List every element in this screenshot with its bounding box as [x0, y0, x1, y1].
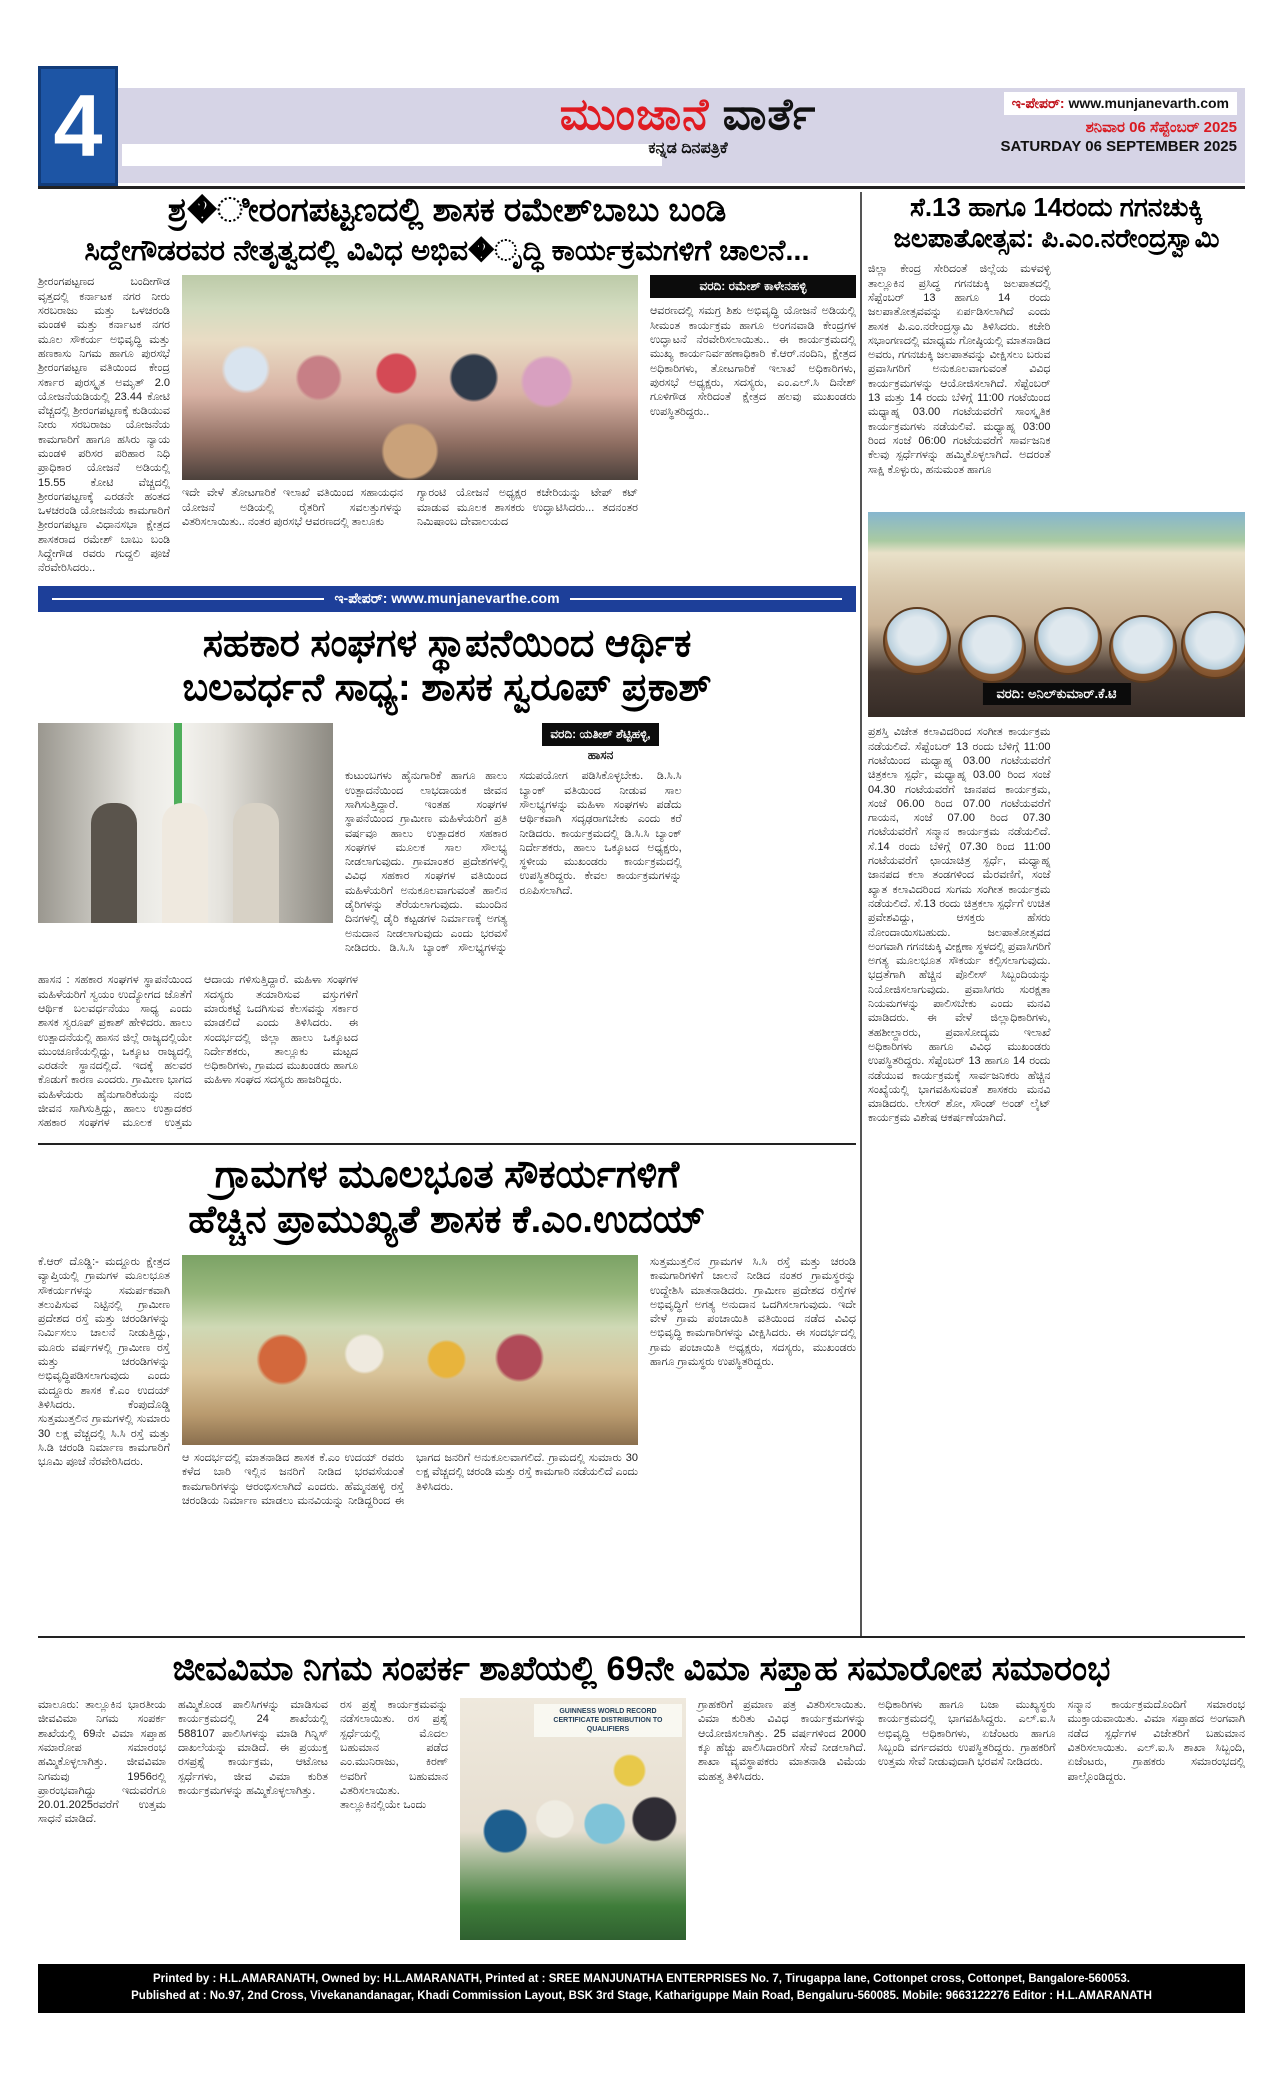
- lic-column-1: ಮಾಲೂರು: ತಾಲ್ಲೂಕಿನ ಭಾರತೀಯ ಜೀವವಿಮಾ ನಿಗಮ ಸಂಪರ್ಕ ಶಾಖೆಯಲ್ಲಿ 69ನೇ ವಿಮಾ ಸಪ್ತಾಹ ಸಮಾರೋಪ ಸಮಾರಂಭ ಹಮ್ಮಿಕೊಳ್ಳಲಾಗಿತ್ತು. ಜೀವವಿಮಾ ನಿಗಮವು 1956ರಲ್ಲಿ ಪ್ರಾರಂಭವಾಗಿದ್ದು ಇದುವರೆಗೂ 20.01.2025ರವರೆಗೆ ಉತ್ತಮ ಸಾಧನೆ ಮಾಡಿದೆ.: [38, 1699, 166, 1826]
- reporter-byline-1: ವರದಿ: ರಮೇಶ್ ಕಾಳೇನಹಳ್ಳಿ: [650, 275, 856, 298]
- guinness-banner: [534, 1704, 682, 1737]
- masthead-title: [478, 92, 898, 138]
- photo-figure: [162, 803, 208, 923]
- photo-figure: [91, 803, 137, 923]
- souvenir-disc: [1109, 615, 1177, 683]
- left-section: [38, 192, 856, 1508]
- news-photo-road-works: [182, 1255, 638, 1445]
- masthead-band: [118, 88, 1245, 183]
- article-2: [38, 622, 856, 1134]
- article-3-column-1: ಕೆ.ಆರ್ ದೊಡ್ಡಿ:- ಮದ್ದೂರು ಕ್ಷೇತ್ರದ ವ್ಯಾಪ್ತಿಯಲ್ಲಿ ಗ್ರಾಮಗಳ ಮೂಲಭೂತ ಸೌಕರ್ಯಗಳನ್ನು ಸಮರ್ಪಕವಾಗಿ ತಲುಪಿಸುವ ನಿಟ್ಟಿನಲ್ಲಿ ಗ್ರಾಮೀಣ ಪ್ರದೇಶದ ರಸ್ತೆ ಮತ್ತು ಚರಂಡಿಗಳನ್ನು ನಿರ್ಮಿಸಲು ಚಾಲನೆ ನೀಡುತ್ತಿದ್ದು, ಮೂರು ವರ್ಷಗಳಲ್ಲಿ ಗ್ರಾಮೀಣ ರಸ್ತೆ ಮತ್ತು ಚರಂಡಿಗಳನ್ನು ಅಭಿವೃದ್ಧಿಪಡಿಸಲಾಗುವುದು ಎಂದು ಮದ್ದೂರು ಶಾಸಕ ಕೆ.ಎಂ ಉದಯ್ ತಿಳಿಸಿದರು. ಕೆಂಪುದೊಡ್ಡಿ ಸುತ್ತಮುತ್ತಲಿನ ಗ್ರಾಮಗಳಲ್ಲಿ ಸುಮಾರು 30 ಲಕ್ಷ ವೆಚ್ಚದಲ್ಲಿ ಸಿ.ಸಿ ರಸ್ತೆ ಮತ್ತು ಸಿ.ಡಿ ಚರಂಡಿ ನಿರ್ಮಾಣ ಕಾಮಗಾರಿಗೆ ಭೂಮಿ ಪೂಜೆ ನೆರವೇರಿಸಿದರು.: [38, 1255, 170, 1469]
- column-divider: [860, 192, 862, 1638]
- article-3-column-3: ಸುತ್ತಮುತ್ತಲಿನ ಗ್ರಾಮಗಳ ಸಿ.ಸಿ ರಸ್ತೆ ಮತ್ತು ಚರಂಡಿ ಕಾಮಗಾರಿಗಳಿಗೆ ಚಾಲನೆ ನೀಡಿದ ನಂತರ ಗ್ರಾಮಸ್ಥರನ್ನು ಉದ್ದೇಶಿಸಿ ಮಾತನಾಡಿದರು. ಗ್ರಾಮೀಣ ಪ್ರದೇಶದ ರಸ್ತೆಗಳ ಅಭಿವೃದ್ಧಿಗೆ ಅಗತ್ಯ ಅನುದಾನ ಒದಗಿಸಲಾಗುವುದು. ಇದೇ ವೇಳೆ ಗ್ರಾಮ ಪಂಚಾಯಿತಿ ವತಿಯಿಂದ ನಡೆದ ವಿವಿಧ ಅಭಿವೃದ್ಧಿ ಕಾಮಗಾರಿಗಳನ್ನು ವೀಕ್ಷಿಸಿದರು. ಈ ಸಂದರ್ಭದಲ್ಲಿ ಗ್ರಾಮ ಪಂಚಾಯಿತಿ ಅಧ್ಯಕ್ಷರು, ಸದಸ್ಯರು, ಮುಖಂಡರು ಹಾಗೂ ಗ್ರಾಮಸ್ಥರು ಉಪಸ್ಥಿತರಿದ್ದರು.: [650, 1255, 856, 1369]
- banner-line-left: [52, 598, 324, 600]
- article-1-center: [182, 275, 638, 575]
- header-rule: [38, 186, 1245, 189]
- article-2-body-1: ಕುಟುಂಬಗಳು ಹೈನುಗಾರಿಕೆ ಹಾಗೂ ಹಾಲು ಉತ್ಪಾದನೆಯಿಂದ ಲಾಭದಾಯಕ ಜೀವನ ಸಾಗಿಸುತ್ತಿದ್ದಾರೆ. ಇಂತಹ ಸಂಘಗಳ ಸ್ಥಾಪನೆಯಿಂದ ಗ್ರಾಮೀಣ ಮಹಿಳೆಯರಿಗೆ ಪ್ರತಿ ವರ್ಷವೂ ಹಾಲು ಉತ್ಪಾದಕರ ಸಹಕಾರ ಸಂಘಗಳ ಮೂಲಕ ಸಾಲ ಸೌಲಭ್ಯ ನೀಡಲಾಗುವುದು. ಗ್ರಾಮಾಂತರ ಪ್ರದೇಶಗಳಲ್ಲಿ ವಿವಿಧ ಸಹಕಾರ ಸಂಘಗಳ ವತಿಯಿಂದ ಮಹಿಳೆಯರಿಗೆ ಅನುಕೂಲವಾಗುವಂತೆ ಹಾಲಿನ ಡೈರಿಗಳನ್ನು ತೆರೆಯಲಾಗುವುದು. ಮುಂದಿನ ದಿನಗಳಲ್ಲಿ ಡೈರಿ ಕಟ್ಟಡಗಳ ನಿರ್ಮಾಣಕ್ಕೆ ಅಗತ್ಯ ಅನುದಾನ ನೀಡಲಾಗುವುದು ಎಂದು ಭರವಸೆ ನೀಡಿದರು. ಡಿ.ಸಿ.ಸಿ ಬ್ಯಾಂಕ್ ಸೌಲಭ್ಯಗಳನ್ನು ಸದುಪಯೋಗ ಪಡಿಸಿಕೊಳ್ಳಬೇಕು. ಡಿ.ಸಿ.ಸಿ ಬ್ಯಾಂಕ್ ವತಿಯಿಂದ ನೀಡುವ ಸಾಲ ಸೌಲಭ್ಯಗಳನ್ನು ಮಹಿಳಾ ಸಂಘಗಳು ಪಡೆದು ಆರ್ಥಿಕವಾಗಿ ಸದೃಢರಾಗಬೇಕು ಎಂದು ಕರೆ ನೀಡಿದರು. ಕಾರ್ಯಕ್ರಮದಲ್ಲಿ ಡಿ.ಸಿ.ಸಿ ಬ್ಯಾಂಕ್ ನಿರ್ದೇಶಕರು, ಹಾಲು ಒಕ್ಕೂಟದ ಅಧ್ಯಕ್ಷರು, ಸ್ಥಳೀಯ ಮುಖಂಡರು ಕಾರ್ಯಕ್ರಮದಲ್ಲಿ ಉಪಸ್ಥಿತರಿದ್ದರು. ಕೇವಲ ಕಾರ್ಯಕ್ರಮಗಳನ್ನು ರೂಪಿಸಲಾಗಿದೆ.: [345, 770, 682, 954]
- epaper-url-top: [1004, 92, 1237, 115]
- epaper-banner-text: ಇ-ಪೇಪರ್: www.munjanevarthe.com: [334, 590, 560, 607]
- guinness-banner-line-1: GUINNESS WORLD RECORD: [559, 1708, 657, 1716]
- article-1-column-3-text: ಆವರಣದಲ್ಲಿ ಸಮಗ್ರ ಶಿಶು ಅಭಿವೃದ್ಧಿ ಯೋಜನೆ ಅಡಿಯಲ್ಲಿ ಸೀಮಂತ ಕಾರ್ಯಕ್ರಮ ಹಾಗೂ ಅಂಗನವಾಡಿ ಕೇಂದ್ರಗಳ ಉದ್ಘಾಟನೆ ನೆರವೇರಿಸಲಾಯಿತು.. ಈ ಕಾರ್ಯಕ್ರಮದಲ್ಲಿ ಮುಖ್ಯ ಕಾರ್ಯನಿರ್ವಹಣಾಧಿಕಾರಿ ಕೆ.ಆರ್.ನಂದಿನಿ, ಕ್ಷೇತ್ರದ ಅಧಿಕಾರಿಗಳು, ತೋಟಗಾರಿಕೆ ಇಲಾಖೆ ಅಧಿಕಾರಿಗಳು, ಪುರಸಭೆ ಅಧ್ಯಕ್ಷರು, ಸದಸ್ಯರು, ಎಂ.ಎಲ್.ಸಿ ದಿನೇಶ್ ಗೂಳಿಗೌಡ ಸೇರಿದಂತೆ ಕ್ಷೇತ್ರದ ಹಲವು ಮುಖಂಡರು ಉಪಸ್ಥಿತರಿದ್ದರು..: [650, 305, 856, 418]
- imprint-footer: [38, 1964, 1245, 2013]
- guinness-banner-line-2: CERTIFICATE DISTRIBUTION TO QUALIFIERS: [553, 1717, 663, 1734]
- lic-column-5: ಅಧಿಕಾರಿಗಳು ಹಾಗೂ ಬಜಾ ಮುಖ್ಯಸ್ಥರು ಕಾರ್ಯಕ್ರಮದಲ್ಲಿ ಭಾಗವಹಿಸಿದ್ದರು. ಎಲ್.ಐ.ಸಿ ಅಭಿವೃದ್ಧಿ ಅಧಿಕಾರಿಗಳು, ಏಜೆಂಟರು ಹಾಗೂ ಸಿಬ್ಬಂದಿ ವರ್ಗದವರು ಉಪಸ್ಥಿತರಿದ್ದರು. ಗ್ರಾಹಕರಿಗೆ ಉತ್ತಮ ಸೇವೆ ನೀಡುವುದಾಗಿ ಭರವಸೆ ನೀಡಿದರು.: [878, 1699, 1056, 1769]
- epaper-url-text: www.munjanevarth.com: [1068, 95, 1229, 111]
- english-date: SATURDAY 06 SEPTEMBER 2025: [1000, 138, 1237, 155]
- header-right-block: [887, 92, 1237, 155]
- news-photo-inauguration: [38, 723, 333, 923]
- article-3-center: [182, 1255, 638, 1508]
- photo-caption-reporter: ವರದಿ: ಅನಿಲ್‌ಕುಮಾರ್.ಕೆ.ಟಿ: [982, 683, 1130, 705]
- souvenir-disc: [1034, 607, 1102, 675]
- article-1-headline: ಶ್ರ�ೀರಂಗಪಟ್ಟಣದಲ್ಲಿ ಶಾಸಕ ರಮೇಶ್‌ಬಾಬು ಬಂಡಿ: [167, 191, 727, 228]
- lic-column-3: ರಸ ಪ್ರಶ್ನೆ ಕಾರ್ಯಕ್ರಮವನ್ನು ನಡೆಸಲಾಯಿತು. ರಸ ಪ್ರಶ್ನೆ ಸ್ಪರ್ಧೆಯಲ್ಲಿ ಮೊದಲ ಬಹುಮಾನ ಪಡೆದ ಎಂ.ಮುನಿರಾಜು, ಕಿರಣ್ ಅವರಿಗೆ ಬಹುಮಾನ ವಿತರಿಸಲಾಯಿತು. ತಾಲ್ಲೂಕಿನಲ್ಲಿಯೇ ಒಂದು: [340, 1699, 448, 1812]
- souvenir-disc: [1181, 611, 1245, 679]
- article-2-headline-2: ಬಲವರ್ಧನೆ ಸಾಧ್ಯ: ಶಾಸಕ ಸ್ವರೂಪ್ ಪ್ರಕಾಶ್: [182, 667, 712, 710]
- lic-article: [38, 1636, 1245, 1940]
- article-2-byline-wrap: [345, 723, 856, 763]
- lic-column-4: ಗ್ರಾಹಕರಿಗೆ ಪ್ರಮಾಣ ಪತ್ರ ವಿತರಿಸಲಾಯಿತು. ವಿಮಾ ಕುರಿತು ವಿವಿಧ ಕಾರ್ಯಕ್ರಮಗಳನ್ನು ಆಯೋಜಿಸಲಾಗಿತ್ತು. 25 ವರ್ಷಗಳಿಂದ 2000 ಕ್ಕೂ ಹೆಚ್ಚು ಪಾಲಿಸಿದಾರರಿಗೆ ಸೇವೆ ನೀಡಲಾಗಿದೆ. ಶಾಖಾ ವ್ಯವಸ್ಥಾಪಕರು ಮಾತನಾಡಿ ವಿಮೆಯ ಮಹತ್ವ ತಿಳಿಸಿದರು.: [698, 1699, 866, 1783]
- epaper-banner: [38, 586, 856, 612]
- news-photo-press-meet: [868, 512, 1245, 717]
- article-2-headline-1: ಸಹಕಾರ ಸಂಘಗಳ ಸ್ಥಾಪನೆಯಿಂದ ಆರ್ಥಿಕ: [202, 622, 692, 665]
- article-1-column-1: ಶ್ರೀರಂಗಪಟ್ಟಣದ ಬಂದೀಗೌಡ ವೃತ್ತದಲ್ಲಿ ಕರ್ನಾಟಕ ನಗರ ನೀರು ಸರಬರಾಜು ಮತ್ತು ಒಳಚರಂಡಿ ಮಂಡಳಿ ಮತ್ತು ಕರ್ನಾಟಕ ನಗರ ಮೂಲ ಸೌಕರ್ಯ ಅಭಿವೃದ್ಧಿ ಮತ್ತು ಹಣಕಾಸು ನಿಗಮ ಹಾಗೂ ಪುರಸಭೆ ಶ್ರೀರಂಗಪಟ್ಟಣ ವತಿಯಿಂದ ಕೇಂದ್ರ ಸರ್ಕಾರ ಪುರಸ್ಕೃತ ಅಮೃತ್ 2.0 ಯೋಜನೆಯಡಿಯಲ್ಲಿ 23.44 ಕೋಟಿ ವೆಚ್ಚದಲ್ಲಿ ಶ್ರೀರಂಗಪಟ್ಟಣಕ್ಕೆ ಕುಡಿಯುವ ನೀರು ಸರಬರಾಜು ಯೋಜನೆಯ ಕಾಮಗಾರಿಗೆ ಹಾಗೂ ಹಸಿರು ನ್ಯಾಯ ಮಂಡಳಿ ಪರಿಸರ ಪರಿಹಾರ ನಿಧಿ ಪ್ರಾಧಿಕಾರ ಯೋಜನೆ ಅಡಿಯಲ್ಲಿ 15.55 ಕೋಟಿ ವೆಚ್ಚದಲ್ಲಿ ಶ್ರೀರಂಗಪಟ್ಟಣಕ್ಕೆ ಎರಡನೇ ಹಂತದ ಒಳಚರಂಡಿ ಯೋಜನೆಯ ಕಾಮಗಾರಿಗೆ ಶ್ರೀರಂಗಪಟ್ಟಣ ವಿಧಾನಸಭಾ ಕ್ಷೇತ್ರದ ಶಾಸಕರಾದ ರಮೇಶ್ ಬಾಬು ಬಂಡಿ ಸಿದ್ದೇಗೌಡ ರವರು ಗುದ್ದಲಿ ಪೂಜೆ ನೆರವೇರಿಸಿದರು..: [38, 276, 170, 575]
- lic-column-2: ಹಮ್ಮಿಕೊಂಡ ಪಾಲಿಸಿಗಳನ್ನು ಮಾಡಿಸುವ ಕಾರ್ಯಕ್ರಮದಲ್ಲಿ 24 ಶಾಖೆಯಲ್ಲಿ 588107 ಪಾಲಿಸಿಗಳನ್ನು ಮಾಡಿ ಗಿನ್ನಿಸ್ ದಾಖಲೆಯನ್ನು ಮಾಡಿದೆ. ಈ ಪ್ರಯುಕ್ತ ರಸಪ್ರಶ್ನೆ ಕಾರ್ಯಕ್ರಮ, ಆಟೋಟ ಸ್ಪರ್ಧೆಗಳು, ಜೀವ ವಿಮಾ ಕುರಿತ ಕಾರ್ಯಕ್ರಮಗಳನ್ನು ಹಮ್ಮಿಕೊಳ್ಳಲಾಗಿತ್ತು.: [178, 1699, 328, 1797]
- article-3: [38, 1143, 856, 1508]
- article-1-caption-left: ಇದೇ ವೇಳೆ ತೋಟಗಾರಿಕೆ ಇಲಾಖೆ ವತಿಯಿಂದ ಸಹಾಯಧನ ಯೋಜನೆ ಅಡಿಯಲ್ಲಿ ರೈತರಿಗೆ ಸವಲತ್ತುಗಳನ್ನು ವಿತರಿಸಲಾಯಿತು.. ನಂತರ ಪುರಸಭೆ ಆವರಣದಲ್ಲಿ ತಾಲೂಕು: [182, 487, 403, 529]
- article-3-headline-2: ಹೆಚ್ಚಿನ ಪ್ರಾಮುಖ್ಯತೆ ಶಾಸಕ ಕೆ.ಎಂ.ಉದಯ್: [188, 1199, 706, 1242]
- article-1-column-3: [650, 275, 856, 575]
- article-1-caption-right: ಗ್ಯಾರಂಟಿ ಯೋಜನೆ ಅಧ್ಯಕ್ಷರ ಕಚೇರಿಯನ್ನು ಟೇಪ್ ಕಟ್ ಮಾಡುವ ಮೂಲಕ ಶಾಸಕರು ಉದ್ಘಾಟಿಸಿದರು... ತದನಂತರ ನಿಮಿಷಾಂಬ ದೇವಾಲಯದ: [417, 487, 638, 529]
- masthead-title-red: ಮುಂಜಾನೆ: [559, 90, 710, 139]
- article-2-body-2: ಹಾಸನ : ಸಹಕಾರ ಸಂಘಗಳ ಸ್ಥಾಪನೆಯಿಂದ ಮಹಿಳೆಯರಿಗೆ ಸ್ವಯಂ ಉದ್ಯೋಗದ ಜೊತೆಗೆ ಆರ್ಥಿಕ ಬಲವರ್ಧನೆಯು ಸಾಧ್ಯ ಎಂದು ಶಾಸಕ ಸ್ವರೂಪ್ ಪ್ರಕಾಶ್ ಹೇಳಿದರು. ಹಾಲು ಉತ್ಪಾದನೆಯಲ್ಲಿ ಹಾಸನ ಜಿಲ್ಲೆ ರಾಜ್ಯದಲ್ಲಿಯೇ ಮುಂಚೂಣಿಯಲ್ಲಿದ್ದು, ಒಕ್ಕೂಟ ರಾಜ್ಯದಲ್ಲಿ ಎರಡನೇ ಸ್ಥಾನದಲ್ಲಿದೆ. ಇದಕ್ಕೆ ಹಲವರ ಕೊಡುಗೆ ಕಾರಣ ಎಂದರು. ಗ್ರಾಮೀಣ ಭಾಗದ ಮಹಿಳೆಯರು ಹೈನುಗಾರಿಕೆಯನ್ನು ನಂಬಿ ಜೀವನ ಸಾಗಿಸುತ್ತಿದ್ದು, ಹಾಲು ಉತ್ಪಾದಕರ ಸಹಕಾರ ಸಂಘಗಳ ಮೂಲಕ ಉತ್ತಮ ಆದಾಯ ಗಳಿಸುತ್ತಿದ್ದಾರೆ. ಮಹಿಳಾ ಸಂಘಗಳ ಸದಸ್ಯರು ತಯಾರಿಸುವ ವಸ್ತುಗಳಿಗೆ ಮಾರುಕಟ್ಟೆ ಒದಗಿಸುವ ಕೆಲಸವನ್ನು ಸರ್ಕಾರ ಮಾಡಲಿದೆ ಎಂದು ತಿಳಿಸಿದರು. ಈ ಸಂದರ್ಭದಲ್ಲಿ ಜಿಲ್ಲಾ ಹಾಲು ಒಕ್ಕೂಟದ ನಿರ್ದೇಶಕರು, ತಾಲ್ಲೂಕು ಮಟ್ಟದ ಅಧಿಕಾರಿಗಳು, ಗ್ರಾಮದ ಮುಖಂಡರು ಹಾಗೂ ಮಹಿಳಾ ಸಂಘದ ಸದಸ್ಯರು ಹಾಜರಿದ್ದರು.: [38, 974, 358, 1130]
- kannada-date: ಶನಿವಾರ 06 ಸೆಪ್ಟೆಂಬರ್ 2025: [1085, 119, 1237, 136]
- article-1-subheadline: ಸಿದ್ದೇಗೌಡರವರ ನೇತೃತ್ವದಲ್ಲಿ ವಿವಿಧ ಅಭಿವ�ೃದ್ಧಿ ಕಾರ್ಯಕ್ರಮಗಳಿಗೆ ಚಾಲನೆ...: [84, 234, 810, 267]
- article-3-caption: ಆ ಸಂದರ್ಭದಲ್ಲಿ ಮಾತನಾಡಿದ ಶಾಸಕ ಕೆ.ಎಂ ಉದಯ್ ರವರು ಕಳೆದ ಬಾರಿ ಇಲ್ಲಿನ ಜನರಿಗೆ ನೀಡಿದ ಭರವಸೆಯಂತೆ ಕಾಮಗಾರಿಗಳನ್ನು ಆರಂಭಿಸಲಾಗಿದೆ ಎಂದರು. ಹೆಮ್ಮನಹಳ್ಳಿ ರಸ್ತೆ ಚರಂಡಿಯ ನಿರ್ಮಾಣ ಮಾಡಲು ಮನವಿಯನ್ನು ನೀಡಿದ್ದರಿಂದ ಈ ಭಾಗದ ಜನರಿಗೆ ಅನುಕೂಲವಾಗಲಿದೆ. ಗ್ರಾಮದಲ್ಲಿ ಸುಮಾರು 30 ಲಕ್ಷ ವೆಚ್ಚದಲ್ಲಿ ಚರಂಡಿ ಮತ್ತು ರಸ್ತೆ ಕಾಮಗಾರಿ ನಡೆಯಲಿದೆ ಎಂದು ತಿಳಿಸಿದರು.: [182, 1451, 638, 1507]
- page-number-badge: 4: [38, 66, 118, 186]
- article-1: [38, 192, 856, 576]
- banner-line-right: [570, 598, 842, 600]
- photo-figure: [233, 803, 279, 923]
- lic-headline: ಜೀವವಿಮಾ ನಿಗಮ ಸಂಪರ್ಕ ಶಾಖೆಯಲ್ಲಿ 69ನೇ ವಿಮಾ ಸಪ್ತಾಹ ಸಮಾರೋಪ ಸಮಾರಂಭ: [172, 1650, 1111, 1688]
- masthead: [478, 92, 898, 158]
- reporter-byline-2-place: ಹಾಸನ: [587, 748, 614, 763]
- lic-photo-wrap: [460, 1698, 686, 1940]
- reporter-byline-2: ವರದಿ: ಯತೀಶ್ ಶೆಟ್ಟಿಹಳ್ಳಿ,: [542, 723, 658, 746]
- right-article-headline-2: ಜಲಪಾತೋತ್ಸವ: ಪಿ.ಎಂ.ನರೇಂದ್ರಸ್ವಾಮಿ: [893, 223, 1220, 254]
- right-article-body-1: ಜಿಲ್ಲಾ ಕೇಂದ್ರ ಸೇರಿದಂತೆ ಜಿಲ್ಲೆಯ ಮಳವಳ್ಳಿ ತಾಲ್ಲೂಕಿನ ಪ್ರಸಿದ್ಧ ಗಗನಚುಕ್ಕಿ ಜಲಪಾತದಲ್ಲಿ ಸೆಪ್ಟೆಂಬರ್ 13 ಹಾಗೂ 14 ರಂದು ಜಲಪಾತೋತ್ಸವವನ್ನು ಏರ್ಪಡಿಸಲಾಗಿದೆ ಎಂದು ಶಾಸಕ ಪಿ.ಎಂ.ನರೇಂದ್ರಸ್ವಾಮಿ ತಿಳಿಸಿದರು. ಕಚೇರಿ ಸಭಾಂಗಣದಲ್ಲಿ ಮಾಧ್ಯಮ ಗೋಷ್ಠಿಯಲ್ಲಿ ಮಾತನಾಡಿದ ಅವರು, ಗಗನಚುಕ್ಕಿ ಜಲಪಾತವನ್ನು ವೀಕ್ಷಿಸಲು ಬರುವ ಪ್ರವಾಸಿಗರಿಗೆ ಅನುಕೂಲವಾಗುವಂತೆ ವಿವಿಧ ಕಾರ್ಯಕ್ರಮಗಳನ್ನು ಆಯೋಜಿಸಲಾಗಿದೆ. ಸೆಪ್ಟೆಂಬರ್ 13 ಮತ್ತು 14 ರಂದು ಬೆಳಿಗ್ಗೆ 11:00 ಗಂಟೆಯಿಂದ ಮಧ್ಯಾಹ್ನ 03.00 ಗಂಟೆಯವರೆಗೆ ಸಾಂಸ್ಕೃತಿಕ ಕಾರ್ಯಕ್ರಮಗಳು ನಡೆಯಲಿವೆ. ಮಧ್ಯಾಹ್ನ 03:00 ರಿಂದ ಸಂಜೆ 06:00 ಗಂಟೆಯವರೆಗೆ ಸಾರ್ವಜನಿಕ ಕೆಲವು ಸ್ಪರ್ಧೆಗಳನ್ನು ಹಮ್ಮಿಕೊಳ್ಳಲಾಗಿದೆ. ಅದರಂತೆ ಸಾಕ್ಷಿ ಕೊಳ್ಳುರು, ಹನುಮಂತ ಹಾಗೂ: [868, 263, 1051, 476]
- right-article-body-2: ಪ್ರಶಸ್ತಿ ವಿಜೇತ ಕಲಾವಿದರಿಂದ ಸಂಗೀತ ಕಾರ್ಯಕ್ರಮ ನಡೆಯಲಿದೆ. ಸೆಪ್ಟೆಂಬರ್ 13 ರಂದು ಬೆಳಿಗ್ಗೆ 11:00 ಗಂಟೆಯಿಂದ ಮಧ್ಯಾಹ್ನ 03.00 ಗಂಟೆಯವರೆಗೆ ಚಿತ್ರಕಲಾ ಸ್ಪರ್ಧೆ, ಮಧ್ಯಾಹ್ನ 03.00 ರಿಂದ ಸಂಜೆ 04.30 ಗಂಟೆಯವರೆಗೆ ಜಾನಪದ ಕಾರ್ಯಕ್ರಮ, ಸಂಜೆ 06.00 ರಿಂದ 07.00 ಗಂಟೆಯವರೆಗೆ ಗಾಯನ, ಸಂಜೆ 07.00 ರಿಂದ 07.30 ಗಂಟೆಯವರೆಗೆ ಸನ್ಮಾನ ಕಾರ್ಯಕ್ರಮ ನಡೆಯಲಿದೆ. ಸೆ.14 ರಂದು ಬೆಳಿಗ್ಗೆ 07.30 ರಿಂದ 11:00 ಗಂಟೆಯವರೆಗೆ ಛಾಯಾಚಿತ್ರ ಸ್ಪರ್ಧೆ, ಮಧ್ಯಾಹ್ನ ಜಾನಪದ ಕಲಾ ತಂಡಗಳಿಂದ ಮೆರವಣಿಗೆ, ಸಂಜೆ ಖ್ಯಾತ ಕಲಾವಿದರಿಂದ ಸುಗಮ ಸಂಗೀತ ಕಾರ್ಯಕ್ರಮ ನಡೆಯಲಿದೆ. ಸೆ.13 ರಂದು ಚಿತ್ರಕಲಾ ಸ್ಪರ್ಧೆಗೆ ಉಚಿತ ಪ್ರವೇಶವಿದ್ದು, ಆಸಕ್ತರು ಹೆಸರು ನೋಂದಾಯಿಸಬಹುದು. ಜಲಪಾತೋತ್ಸವದ ಅಂಗವಾಗಿ ಗಗನಚುಕ್ಕಿ ವೀಕ್ಷಣಾ ಸ್ಥಳದಲ್ಲಿ ಪ್ರವಾಸಿಗರಿಗೆ ಅಗತ್ಯ ಮೂಲಭೂತ ಸೌಕರ್ಯ ಕಲ್ಪಿಸಲಾಗುವುದು. ಭದ್ರತೆಗಾಗಿ ಹೆಚ್ಚಿನ ಪೊಲೀಸ್ ಸಿಬ್ಬಂದಿಯನ್ನು ನಿಯೋಜಿಸಲಾಗುವುದು. ಪ್ರವಾಸಿಗರು ಸುರಕ್ಷತಾ ನಿಯಮಗಳನ್ನು ಪಾಲಿಸಬೇಕು ಎಂದು ಮನವಿ ಮಾಡಿದರು. ಈ ವೇಳೆ ಜಿಲ್ಲಾಧಿಕಾರಿಗಳು, ತಹಶೀಲ್ದಾರರು, ಪ್ರವಾಸೋದ್ಯಮ ಇಲಾಖೆ ಅಧಿಕಾರಿಗಳು ಹಾಗೂ ವಿವಿಧ ಮುಖಂಡರು ಉಪಸ್ಥಿತರಿದ್ದರು. ಸೆಪ್ಟೆಂಬರ್ 13 ಹಾಗೂ 14 ರಂದು ನಡೆಯುವ ಕಾರ್ಯಕ್ರಮಕ್ಕೆ ಸಾರ್ವಜನಿಕರು ಹೆಚ್ಚಿನ ಸಂಖ್ಯೆಯಲ್ಲಿ ಭಾಗವಹಿಸುವಂತೆ ಶಾಸಕರು ಮನವಿ ಮಾಡಿದರು. ಲೇಸರ್ ಶೋ, ಸೌಂಡ್ ಅಂಡ್ ಲೈಟ್ ಕಾರ್ಯಕ್ರಮ ವಿಶೇಷ ಆಕರ್ಷಣೆಯಾಗಿದೆ.: [868, 726, 1051, 1125]
- news-photo-lic-certificate: [460, 1698, 686, 1940]
- souvenir-disc: [883, 607, 951, 675]
- article-2-right-block: [345, 723, 856, 965]
- right-section: [868, 192, 1245, 1630]
- right-article-headline-1: ಸೆ.13 ಹಾಗೂ 14ರಂದು ಗಗನಚುಕ್ಕಿ: [909, 192, 1204, 222]
- article-2-photo-wrap: [38, 723, 333, 965]
- lic-column-6: ಸನ್ಮಾನ ಕಾರ್ಯಕ್ರಮದೊಂದಿಗೆ ಸಮಾರಂಭ ಮುಕ್ತಾಯವಾಯಿತು. ವಿಮಾ ಸಪ್ತಾಹದ ಅಂಗವಾಗಿ ನಡೆದ ಸ್ಪರ್ಧೆಗಳ ವಿಜೇತರಿಗೆ ಬಹುಮಾನ ವಿತರಿಸಲಾಯಿತು. ಎಲ್.ಐ.ಸಿ ಶಾಖಾ ಸಿಬ್ಬಂದಿ, ಏಜೆಂಟರು, ಗ್ರಾಹಕರು ಸಮಾರಂಭದಲ್ಲಿ ಪಾಲ್ಗೊಂಡಿದ್ದರು.: [1067, 1699, 1245, 1783]
- footer-line-2: Published at : No.97, 2nd Cross, Vivekanandanagar, Khadi Commission Layout, BSK 3rd Stage, Kathariguppe Main Road, Bengaluru-560085. Mobile: 9663122276 Editor : H.L.AMARANATH: [131, 1990, 1152, 2003]
- news-photo-mla-event: [182, 275, 638, 480]
- masthead-title-black: ವಾರ್ತೆ: [709, 90, 817, 139]
- souvenir-disc: [958, 615, 1026, 683]
- masthead-subtitle: ಕನ್ನಡ ದಿನಪತ್ರಿಕೆ: [648, 140, 728, 158]
- article-3-headline-1: ಗ್ರಾಮಗಳ ಮೂಲಭೂತ ಸೌಕರ್ಯಗಳಿಗೆ: [214, 1154, 680, 1197]
- footer-line-1: Printed by : H.L.AMARANATH, Owned by: H.L.AMARANATH, Printed at : SREE MANJUNATHA ENTERPRISES No. 7, Tirugappa lane, Cottonpet cross, Cottonpet, Bangalore-560053.: [153, 1973, 1130, 1985]
- epaper-label: ಇ-ಪೇಪರ್:: [1011, 95, 1065, 111]
